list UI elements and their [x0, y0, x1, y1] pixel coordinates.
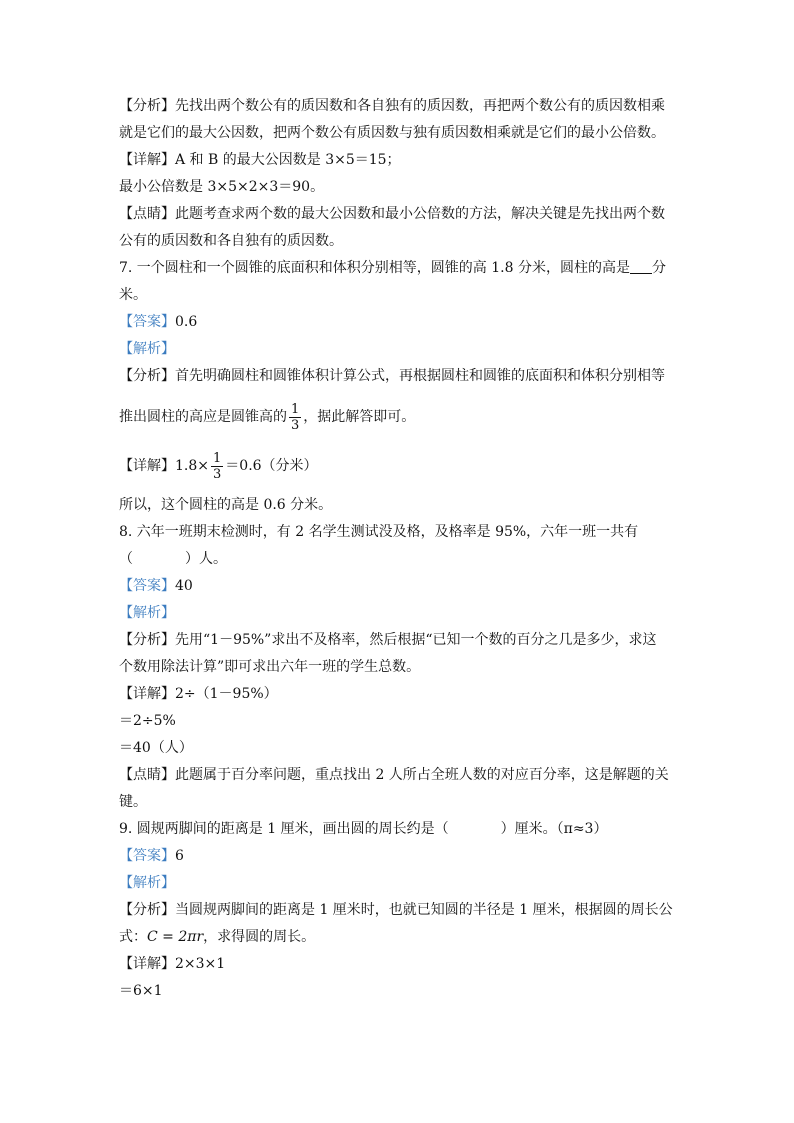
text-line-with-formula: 式：C = 2πr，求得圆的周长。 — [119, 929, 316, 945]
explanation-tag: 【解析】 — [119, 875, 175, 891]
section-tag: 【分析】 — [119, 98, 175, 114]
text-line: （ ）人。 — [119, 551, 227, 567]
explanation-tag: 【解析】 — [119, 341, 175, 357]
explanation-header — [119, 603, 175, 623]
explanation-header — [119, 873, 175, 893]
text-line: 公有的质因数和各自独有的质因数。 — [119, 233, 343, 249]
section-tag: 【详解】 — [119, 956, 175, 972]
fraction: $\frac{1}{3}$ — [213, 450, 222, 482]
answer-line: 【答案】6 — [119, 848, 184, 864]
section-tag: 【详解】 — [119, 458, 175, 474]
analysis-line: 【分析】首先明确圆柱和圆锥体积计算公式，再根据圆柱和圆锥的底面积和体积分别相等 — [119, 368, 665, 384]
section-tag: 【分析】 — [119, 902, 175, 918]
text-line: 最小公倍数是 3×5×2×3＝90。 — [119, 179, 325, 195]
text-line: 所以，这个圆柱的高是 0.6 分米。 — [119, 497, 333, 513]
remark-line: 【点睛】此题考查求两个数的最大公因数和最小公倍数的方法，解决关键是先找出两个数 — [119, 206, 665, 222]
text-line: ＝6×1 — [119, 983, 163, 999]
question-9: 9. 圆规两脚间的距离是 1 厘米，画出圆的周长约是（ ）厘米。（π≈3） — [119, 821, 608, 837]
text-line: 就是它们的最大公因数，把两个数公有质因数与独有质因数相乘就是它们的最小公倍数。 — [119, 125, 665, 141]
detail-line: 【详解】2×3×1 — [119, 956, 226, 972]
formula: C = 2πr — [147, 929, 204, 945]
analysis-line: 【分析】先找出两个数公有的质因数和各自独有的质因数，再把两个数公有的质因数相乘 — [119, 98, 665, 114]
section-tag: 【点睛】 — [119, 206, 175, 222]
remark-line: 【点睛】此题属于百分率问题，重点找出 2 人所占全班人数的对应百分率，这是解题的关 — [119, 767, 669, 783]
section-tag: 【分析】 — [119, 368, 175, 384]
question-8: 8. 六年一班期末检测时，有 2 名学生测试没及格，及格率是 95%，六年一班一共有 — [119, 524, 639, 540]
text-line: 个数用除法计算”即可求出六年一班的学生总数。 — [119, 659, 421, 675]
explanation-header — [119, 339, 175, 359]
detail-line: 【详解】2÷（1－95%） — [119, 686, 278, 702]
section-tag: 【分析】 — [119, 632, 175, 648]
text-line-with-fraction: 推出圆柱的高应是圆锥高的 $\frac{1}{3}$ ，据此解答即可。 — [119, 401, 416, 433]
answer-line: 【答案】0.6 — [119, 314, 198, 330]
answer-blank — [630, 259, 652, 274]
text-line: 米。 — [119, 287, 147, 303]
answer-tag: 【答案】 — [119, 578, 175, 594]
section-tag: 【详解】 — [119, 686, 175, 702]
fraction: $\frac{1}{3}$ — [291, 401, 300, 433]
detail-line-with-fraction: 【详解】1.8× $\frac{1}{3}$ ＝0.6（分米） — [119, 450, 318, 482]
text-line: 键。 — [119, 794, 147, 810]
analysis-line: 【分析】当圆规两脚间的距离是 1 厘米时，也就已知圆的半径是 1 厘米，根据圆的周长公 — [119, 902, 673, 918]
section-tag: 【详解】 — [119, 152, 175, 168]
question-7: 7. 一个圆柱和一个圆锥的底面积和体积分别相等，圆锥的高 1.8 分米，圆柱的高是 分 — [119, 260, 666, 276]
section-tag: 【点睛】 — [119, 767, 175, 783]
explanation-tag: 【解析】 — [119, 605, 175, 621]
answer-tag: 【答案】 — [119, 314, 175, 330]
analysis-line: 【分析】先用“1－95%”求出不及格率，然后根据“已知一个数的百分之几是多少，求这 — [119, 632, 657, 648]
answer-tag: 【答案】 — [119, 848, 175, 864]
detail-line: 【详解】A 和 B 的最大公因数是 3×5＝15； — [119, 152, 401, 168]
answer-line: 【答案】40 — [119, 578, 193, 594]
text-line: ＝2÷5% — [119, 713, 176, 729]
text-line: ＝40（人） — [119, 740, 193, 756]
